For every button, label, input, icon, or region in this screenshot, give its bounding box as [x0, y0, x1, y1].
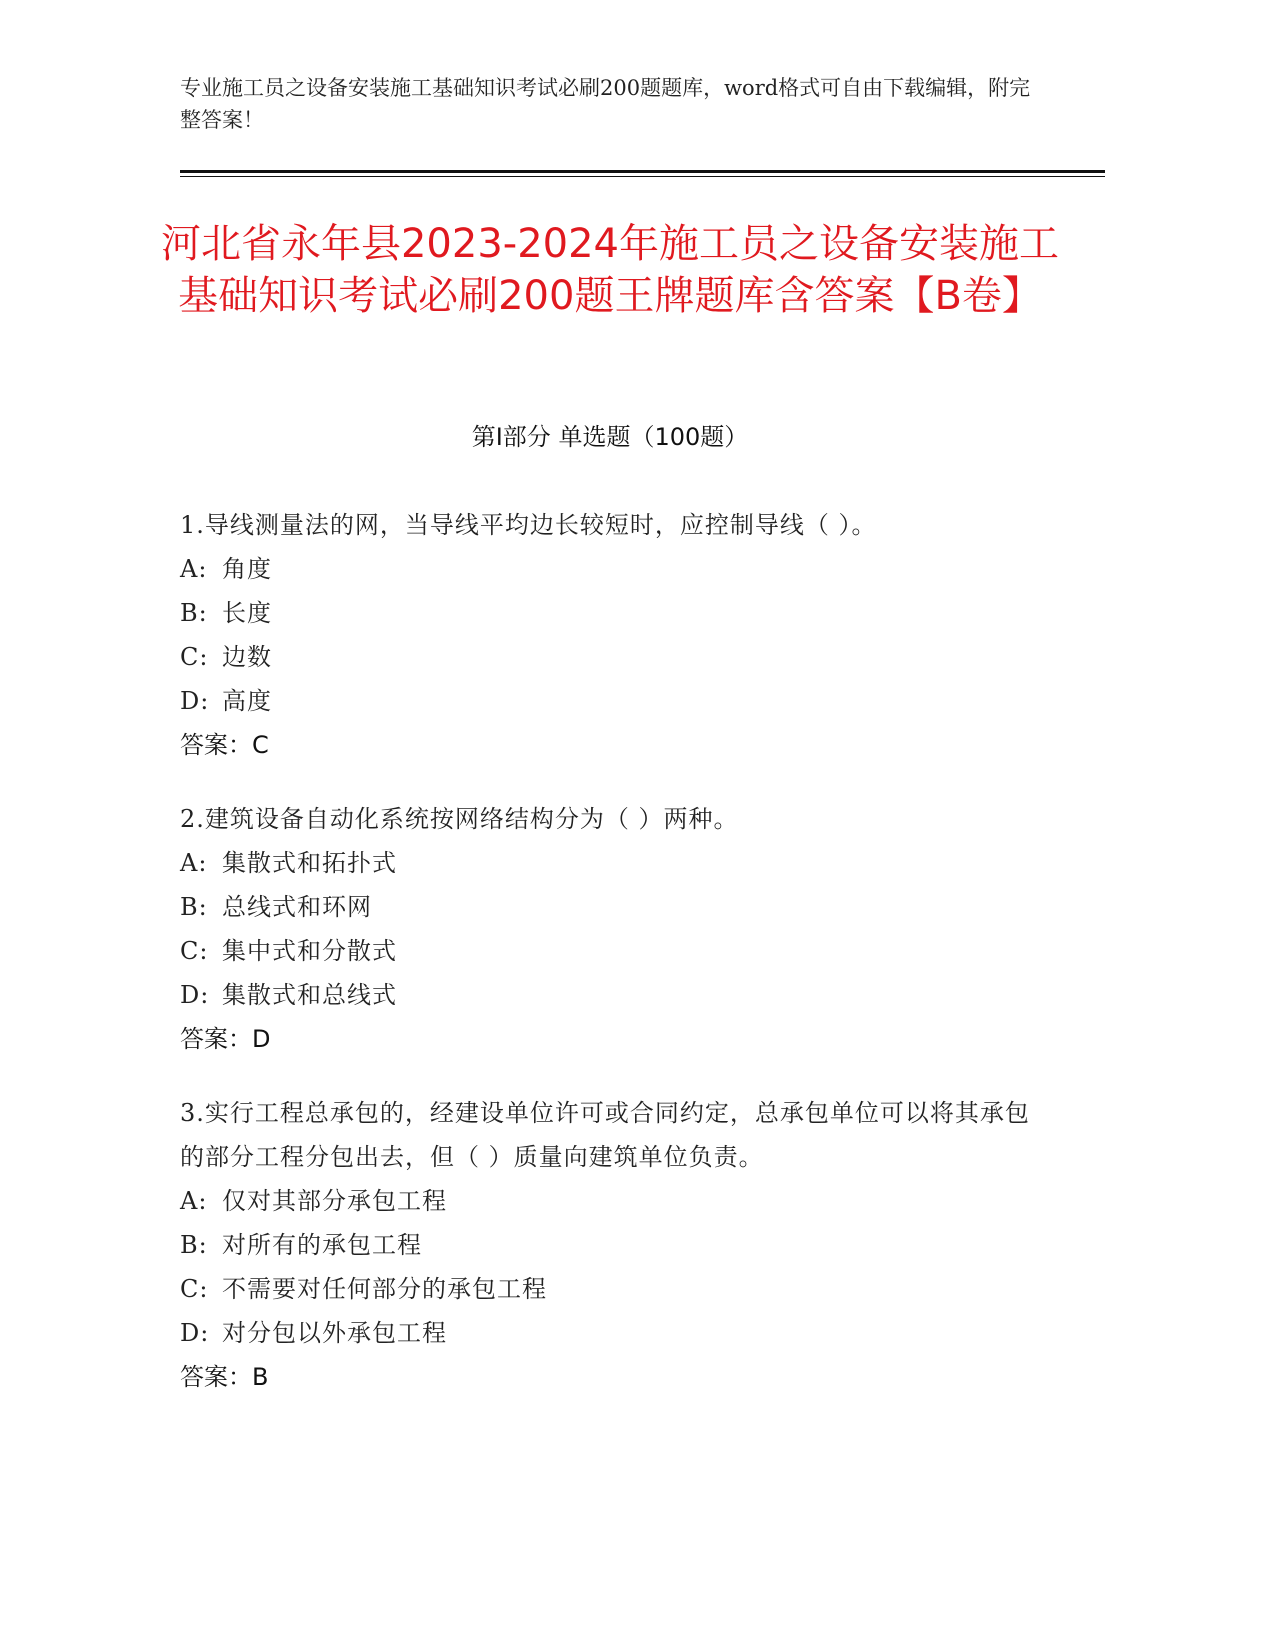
- option-letter: D:: [180, 981, 210, 1009]
- option-d: [180, 1311, 1040, 1355]
- question-2: [180, 797, 1040, 1061]
- option-a: [180, 841, 1040, 885]
- answer-line: 答案：B: [180, 1363, 269, 1391]
- option-letter: B:: [180, 1231, 208, 1259]
- option-text: 集散式和拓扑式: [222, 849, 397, 877]
- document-title: 河北省永年县2023-2024年施工员之设备安装施工基础知识考试必刷200题王牌题库含答案【B卷】: [160, 221, 1060, 319]
- option-letter: C:: [180, 643, 209, 671]
- question-1: [180, 503, 1040, 767]
- option-letter: A:: [180, 555, 208, 583]
- option-letter: B:: [180, 599, 208, 627]
- question-list: [180, 503, 1040, 1429]
- option-text: 角度: [222, 555, 272, 583]
- header-rule-thick: [180, 170, 1105, 173]
- option-b: [180, 885, 1040, 929]
- question-stem: 1.导线测量法的网，当导线平均边长较短时，应控制导线（ ）。: [180, 511, 877, 539]
- option-d: [180, 973, 1040, 1017]
- option-letter: C:: [180, 1275, 209, 1303]
- header-rule-thin: [180, 176, 1105, 177]
- option-letter: B:: [180, 893, 208, 921]
- option-text: 对分包以外承包工程: [222, 1319, 447, 1347]
- option-c: [180, 1267, 1040, 1311]
- option-letter: D:: [180, 687, 210, 715]
- option-c: [180, 635, 1040, 679]
- option-letter: C:: [180, 937, 209, 965]
- option-text: 不需要对任何部分的承包工程: [222, 1275, 547, 1303]
- option-a: [180, 1179, 1040, 1223]
- option-letter: D:: [180, 1319, 210, 1347]
- option-text: 高度: [222, 687, 272, 715]
- option-b: [180, 591, 1040, 635]
- option-text: 集中式和分散式: [222, 937, 397, 965]
- option-text: 边数: [222, 643, 272, 671]
- section-title: 第Ⅰ部分 单选题（100题）: [471, 423, 749, 451]
- option-b: [180, 1223, 1040, 1267]
- option-d: [180, 679, 1040, 723]
- header-note: 专业施工员之设备安装施工基础知识考试必刷200题题库，word格式可自由下载编辑，附完整答案！: [180, 76, 1031, 132]
- question-stem: 2.建筑设备自动化系统按网络结构分为（ ）两种。: [180, 805, 739, 833]
- option-letter: A:: [180, 849, 208, 877]
- option-letter: A:: [180, 1187, 208, 1215]
- option-a: [180, 547, 1040, 591]
- option-text: 长度: [222, 599, 272, 627]
- question-3: [180, 1091, 1040, 1399]
- option-text: 集散式和总线式: [222, 981, 397, 1009]
- option-text: 总线式和环网: [222, 893, 372, 921]
- answer-line: 答案：C: [180, 731, 269, 759]
- option-text: 仅对其部分承包工程: [222, 1187, 447, 1215]
- option-text: 对所有的承包工程: [222, 1231, 422, 1259]
- answer-line: 答案：D: [180, 1025, 271, 1053]
- question-stem: 3.实行工程总承包的，经建设单位许可或合同约定，总承包单位可以将其承包的部分工程分包出去，但（ ）质量向建筑单位负责。: [180, 1099, 1030, 1171]
- option-c: [180, 929, 1040, 973]
